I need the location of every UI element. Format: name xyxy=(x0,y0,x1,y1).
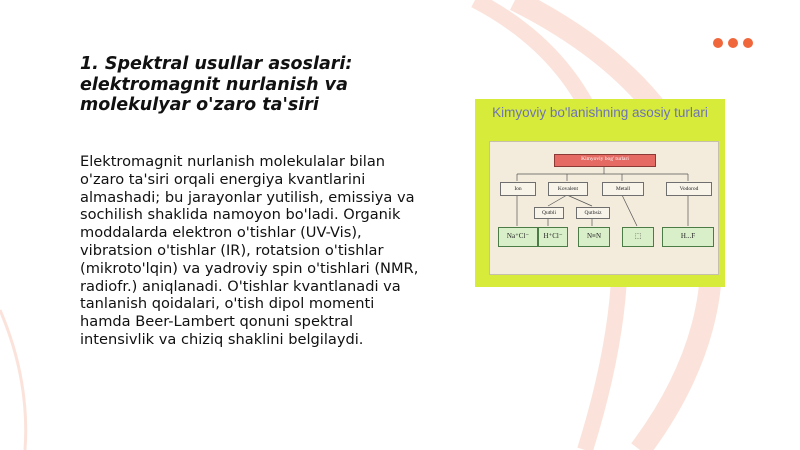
diagram-subcategory-box: Qutbli xyxy=(534,207,564,219)
bonding-diagram xyxy=(489,141,719,275)
diagram-example-box: H...F xyxy=(662,227,714,247)
diagram-subcategory-box: Qutbsiz xyxy=(576,207,610,219)
dot-icon xyxy=(728,38,738,48)
decorative-dots xyxy=(713,38,753,48)
dot-icon xyxy=(713,38,723,48)
diagram-category-box: Vodorod xyxy=(666,182,712,196)
dot-icon xyxy=(743,38,753,48)
image-title: Kimyoviy bo'lanishning asosiy turlari xyxy=(492,105,708,120)
diagram-example-box: Na⁺Cl⁻ xyxy=(498,227,538,247)
slide-title: 1. Spektral usullar asoslari: elektromagnit nurlanish va molekulyar o'zaro ta'siri xyxy=(80,54,353,115)
diagram-example-box: ⬚ xyxy=(622,227,654,247)
slide-body-text: Elektromagnit nurlanish molekulalar bilan o'zaro ta'siri orqali energiya kvantlarini almashadi; bu jarayonlar yutilish, emissiya va sochilish shaklida namoyon bo'ladi. Organik moddalarda elektron o'tishlar (UV-Vis), vibratsion o'tishlar (IR), rotatsion o'tishlar (mikroto'lqin) va yadroviy spin o'tishlari (NMR, radiofr.) aniqlanadi. O'tishlar kvantlanadi va tanlanish qoidalari, o'tish dipol momenti hamda Beer-Lambert qonuni spektral intensivlik va chiziq shaklini belgilaydi. xyxy=(80,153,419,348)
diagram-example-box: H⁺Cl⁻ xyxy=(538,227,568,247)
diagram-example-box: N≡N xyxy=(578,227,610,247)
diagram-category-box: Kovalent xyxy=(548,182,588,196)
bonding-types-image xyxy=(475,99,725,287)
diagram-category-box: Metall xyxy=(602,182,644,196)
diagram-root-box: Kimyoviy bog' turlari xyxy=(554,154,656,167)
diagram-category-box: Ion xyxy=(500,182,536,196)
